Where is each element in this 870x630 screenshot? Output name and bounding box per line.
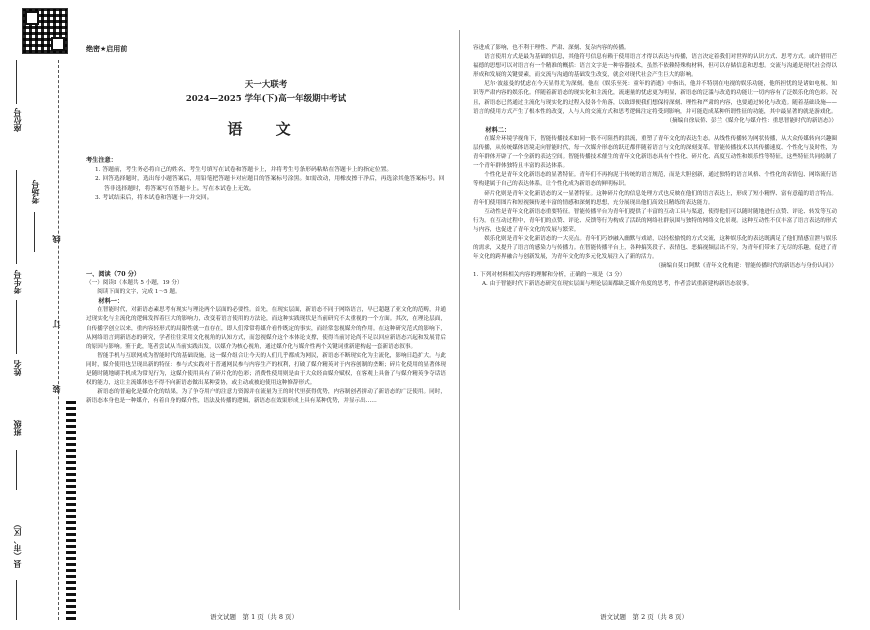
paragraph: 娱乐化则是青年文化新语态的一大亮点。青年们巧妙融入幽默与戏谑，以轻松愉悦的方式交流，这种娱乐化的表达既满足了他们情感宣泄与娱乐的需求，又提升了语言的感染力与传播力。在智能传播平台上，各种搞笑段子、表情包、恶搞视频层出不穷，为青年们带来了无尽的乐趣，促进了青年文化的跨界融合与创新发展，为青年文化的多元化发展注入了新的活力。 xyxy=(473,235,837,261)
exam-org: 天一大联考 xyxy=(244,80,288,90)
subsection-heading: （一）阅读Ⅰ（本题共 5 小题，19 分） xyxy=(86,280,183,287)
binding-margin xyxy=(0,0,78,630)
student-number-blank xyxy=(16,170,17,264)
secret-mark: 绝密★启用前 xyxy=(86,45,128,53)
material-label: 材料二： xyxy=(485,126,511,134)
student-number-label: 考生号 xyxy=(13,270,22,294)
instruction: 阅读下面的文字，完成 1～5 题。 xyxy=(97,289,181,296)
material-label: 材料一： xyxy=(98,298,124,306)
county-label: 县（市、区） xyxy=(13,520,22,568)
exam-room-label: 考场号 xyxy=(31,180,40,204)
cut-mark-zhuang: 装 xyxy=(51,385,61,393)
exam-title: 2024—2025 学年(下)高一年级期中考试 xyxy=(185,94,347,104)
page1-footer: 语文试题 第 1 页（共 8 页） xyxy=(210,613,299,621)
exam-room-blank xyxy=(34,212,35,252)
qr-code-icon xyxy=(22,8,68,54)
name-blank xyxy=(16,300,17,354)
seat-number-blank xyxy=(16,60,17,104)
cut-mark-xian: 线 xyxy=(51,235,61,243)
paragraph: 在智能时代，对新语态素思考有现实与理论两个层面的必要性。首先，在现实层面，新语态不同于网络语言，早已超越了亚文化的范畴，并通过现实化与主流化的逻辑发挥着巨大的影响力，改变着语言使用的方法论，而这种实践现状是当前研究不太重视的一个方面。其次，在理论层面，自传播学创立以来，重内容轻形式的局限性就一直存在，即人们常常将媒介看作既定的事实，而经常忽视媒介的作用。在这种研究范式的影响下，从网络语言到新语态的研究，学者往往采用文化视角的认知方式，而忽视媒介这个本体论支撑，使得当前讨论尚不足以回应新语态兴起和发展背后的原因与影响。鉴于此，笔者尝试从当前实践出发，以媒介为核心视角，通过媒介化与媒介性两个关键词重新建构起一套新语态叙事。 xyxy=(86,307,446,350)
seat-number-label: 座位号 xyxy=(13,108,22,132)
notice-title: 考生注意： xyxy=(86,157,117,164)
cut-mark-ding: 订 xyxy=(51,320,61,328)
question-option: A. 由于智能时代下新语态研究在现实层面与理论层面都缺乏媒介角度的思考，作者尝试重新建构新语态叙事。 xyxy=(482,281,753,288)
section-heading: 一、阅读（70 分） xyxy=(86,271,141,278)
notice-item: 1. 答题前，考生务必将自己的姓名、考生号填写在试卷和答题卡上，并将考生号条形码粘贴在答题卡上的指定位置。 xyxy=(95,166,393,173)
name-label: 姓名 xyxy=(13,360,22,376)
class-label: 班级 xyxy=(13,420,22,436)
notice-item: 2. 回答选择题时，选出每小题答案后，用铅笔把答题卡对应题目的答案标号涂黑。如需改动，用橡皮擦干净后，再选涂其他答案标号。回答非选择题时，将答案写在答题卡上。写在本试卷上无效。 xyxy=(95,176,445,192)
paragraph: 尼尔·波兹曼的忧虑在今天显得尤为深刻。他在《娱乐至死：童年的消逝》中指出，他并不特别在电视的娱乐功能，他所担忧的是诸如电视、知识等严肃内容的娱乐化。伴随着新语态的现实化和主流化，流速量的忧虑更为明显，新语态的泛滥与改造的功能让一切内容有了泛娱乐化的色彩。况且，新语态已然通过主流化与现实化的过程入侵各个角落，以致即便我们想保持深刻、理性和严肃的内容，也要通过转化与改造。随着基础设施——语言的使用方式产生了根本性的改变，人与人的交流方式和思考逻辑注定将受到影响，并可能造成某种所谓性征的功能，其中最显著的就是游戏化。 xyxy=(473,81,837,115)
paragraph: 新语态的普遍化是媒介化的结果，为了争夺用户的注意力资源并在流量为王的时代里获得优势，内容制创者拼动了新语态的广泛使用。同时，新语态本身也是一种媒介，有着自身的媒介性，语法及传播的逻辑，新语态在效果形成上具有某种优势，并显示出…… xyxy=(86,389,446,405)
page-divider xyxy=(459,30,460,610)
page1-body xyxy=(86,270,446,406)
page2-body xyxy=(473,44,837,290)
class-blank xyxy=(16,450,17,490)
paragraph: 互动性是青年文化新语态重要特征。智能传播平台为青年们提供了丰富的互动工具与渠道，使得他们可以随时随地进行点赞、评论、转发等互动行为。在互动过程中，青年们的点赞、评论、反馈等行为构成了活跃的网络社群氛围与独特的网络文化景观。这种互动性不仅丰富了语言表达的形式与内容，也促进了青年文化的发展与繁荣。 xyxy=(473,208,837,233)
question-stem: 1. 下列对材料相关内容的理解和分析，正确的一项是（3 分） xyxy=(473,272,626,279)
paragraph: 容进成了影响，也不利于理性、严肃、深刻、复杂内容的传播。 xyxy=(473,45,630,51)
notice-item: 3. 考试结束后，将本试卷和答题卡一并交回。 xyxy=(95,195,213,201)
page2-footer: 语文试题 第 2 页（共 8 页） xyxy=(600,613,689,621)
paragraph: 在媒介环境学视角下，智能传播技术如同一股不可阻挡的洪流，重塑了青年文化的表达生态。从线性传播转为网状传播，从大众传媒转向兴趣圈层传播，从传统媒体语境走向智能时代，每一次媒介形态的跃迁都伴随着语言与文化的深刻变革。智能传播技术以其传播速度、个性化与及时性，为青年群体开辟了一个全新的表达空间。智能传播技术催生的青年文化新语态具有个性化、碎片化、高度互动性和娱乐性等特征，这些特征共同绘制了一个青年群体独特且丰富的表达体系。 xyxy=(473,135,837,170)
cut-line xyxy=(58,60,59,620)
source-citation: （摘编自徐辰侨、彭兰《媒介化与媒介性：重思智能时代的新语态》） xyxy=(666,117,837,124)
paragraph: 碎片化则是青年文化新语态的又一显著特征。这种碎片化的信息处理方式也反映在他们的语言表达上，形成了短小精悍、富有意蕴的语言特点。青年们使用图片和短视频传递丰富的情感和深刻的思想，充分展现出他们高效且精练的表达能力。 xyxy=(473,190,837,206)
source-citation: （摘编自莫口阿默《青年文化构建：智能传播时代的新语态与身份认同》） xyxy=(655,263,837,270)
paragraph: 语言使用方式是最为基础的信息，其他符号信息有赖于使用语言才得以表达与传播，语言决定着我们对世界的认识方式、思考方式。或许借用芒福德的思想可以对语言有一个精准的概括：语言文字是一种容器技术，虽然不依赖特殊构材料，但可以存储信息和思想。交流与沟通是现代社会得以形成和发展的关键要素，而交流与沟通的基础发生改变，就会对现代社会产生巨大的影响。 xyxy=(473,54,837,79)
paragraph: 个性化是青年文化新语态的显著特征。青年们不再拘泥于传统的语言规范，而是大胆创新，通过独特的语言风格、个性化的表情包、网络流行语等构建属于自己的表达体系，让个性化成为新语态的鲜明标识。 xyxy=(473,172,837,188)
subject-title: 语 文 xyxy=(227,120,305,138)
barcode-stripe xyxy=(66,400,76,620)
paragraph: 智能手机与互联网成为智能时代的基础设施，这一媒介组合让今天的人们几乎都成为网民，新语态不断现实化为主流化，影响日趋扩大。与此同时，媒介使用也呈现出新的特征：参与式实践对于普通网民参与内容生产的权利，打破了媒介精英对于内容创制的垄断；碎片化使用的显著体现是随时随地刷手机成为常见行为，这媒介使用具有了碎片化的色彩；消费性使用则是由于大众经由媒介赋权，在客观上具备了与媒介精英争夺话语权的能力，这让主流媒体也不得不向新语态做出某种妥协，或主动或被迫使用这种修辞形式。 xyxy=(86,352,446,387)
county-blank xyxy=(16,580,17,620)
notice-block xyxy=(86,156,446,204)
